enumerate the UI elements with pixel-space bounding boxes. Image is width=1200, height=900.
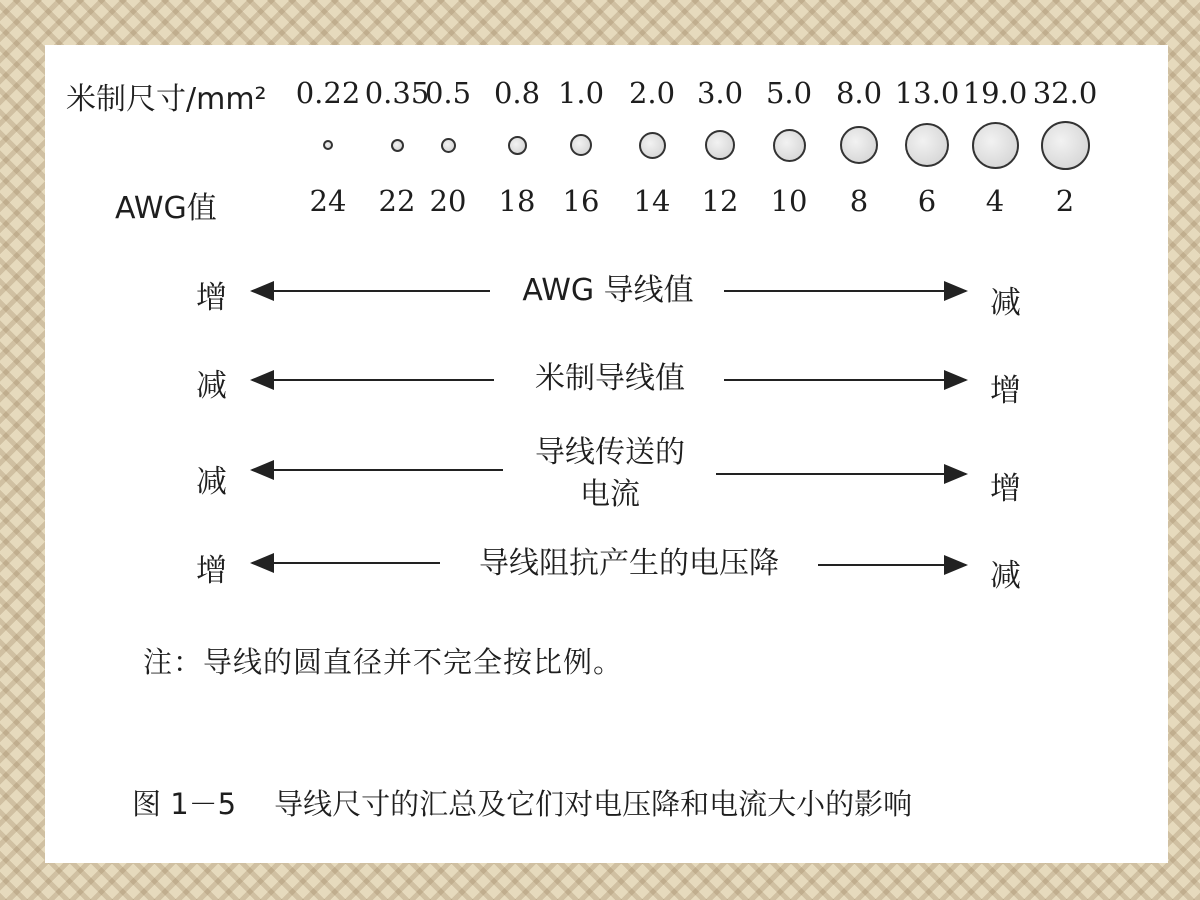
figure-number: 图 1－5 [132, 787, 237, 821]
metric-value: 2.0 [628, 76, 676, 110]
relation-4-right: 减 [990, 558, 1021, 594]
metric-value: 19.0 [962, 76, 1028, 110]
awg-value: 10 [770, 184, 808, 218]
relation-1-left: 增 [196, 280, 227, 316]
figure-caption-text: 导线尺寸的汇总及它们对电压降和电流大小的影响 [274, 787, 913, 821]
awg-value: 16 [562, 184, 600, 218]
relation-3-right: 增 [990, 471, 1021, 507]
metric-value: 1.0 [557, 76, 605, 110]
awg-value: 6 [917, 184, 937, 218]
relation-1-right: 减 [990, 285, 1021, 321]
relation-1-center: AWG 导线值 [518, 270, 697, 312]
metric-value: 5.0 [765, 76, 813, 110]
awg-value: 12 [701, 184, 739, 218]
metric-size-label: 米制尺寸/mm² [66, 82, 267, 117]
scale-note: 注：导线的圆直径并不完全按比例。 [143, 645, 624, 679]
metric-value: 0.22 [295, 76, 361, 110]
relation-4-center: 导线阻抗产生的电压降 [475, 543, 783, 585]
awg-value: 2 [1055, 184, 1075, 218]
relation-4-left: 增 [196, 553, 227, 589]
relation-2-right: 增 [990, 373, 1021, 409]
relation-3-left: 减 [196, 464, 227, 500]
relation-2-left: 减 [196, 368, 227, 404]
awg-value: 20 [429, 184, 467, 218]
awg-value: 24 [309, 184, 347, 218]
awg-value: 14 [633, 184, 671, 218]
metric-value: 0.8 [493, 76, 541, 110]
relation-3-center: 导线传送的 电流 [531, 432, 689, 516]
awg-value: 18 [498, 184, 536, 218]
figure-caption [132, 782, 912, 823]
awg-value-label: AWG值 [115, 191, 217, 226]
metric-value: 8.0 [835, 76, 883, 110]
awg-value: 4 [985, 184, 1005, 218]
metric-value: 3.0 [696, 76, 744, 110]
metric-value: 32.0 [1032, 76, 1098, 110]
awg-value: 22 [378, 184, 416, 218]
metric-value: 13.0 [894, 76, 960, 110]
metric-value: 0.35 [364, 76, 430, 110]
awg-value: 8 [849, 184, 869, 218]
metric-value: 0.5 [424, 76, 472, 110]
relation-2-center: 米制导线值 [531, 358, 689, 400]
